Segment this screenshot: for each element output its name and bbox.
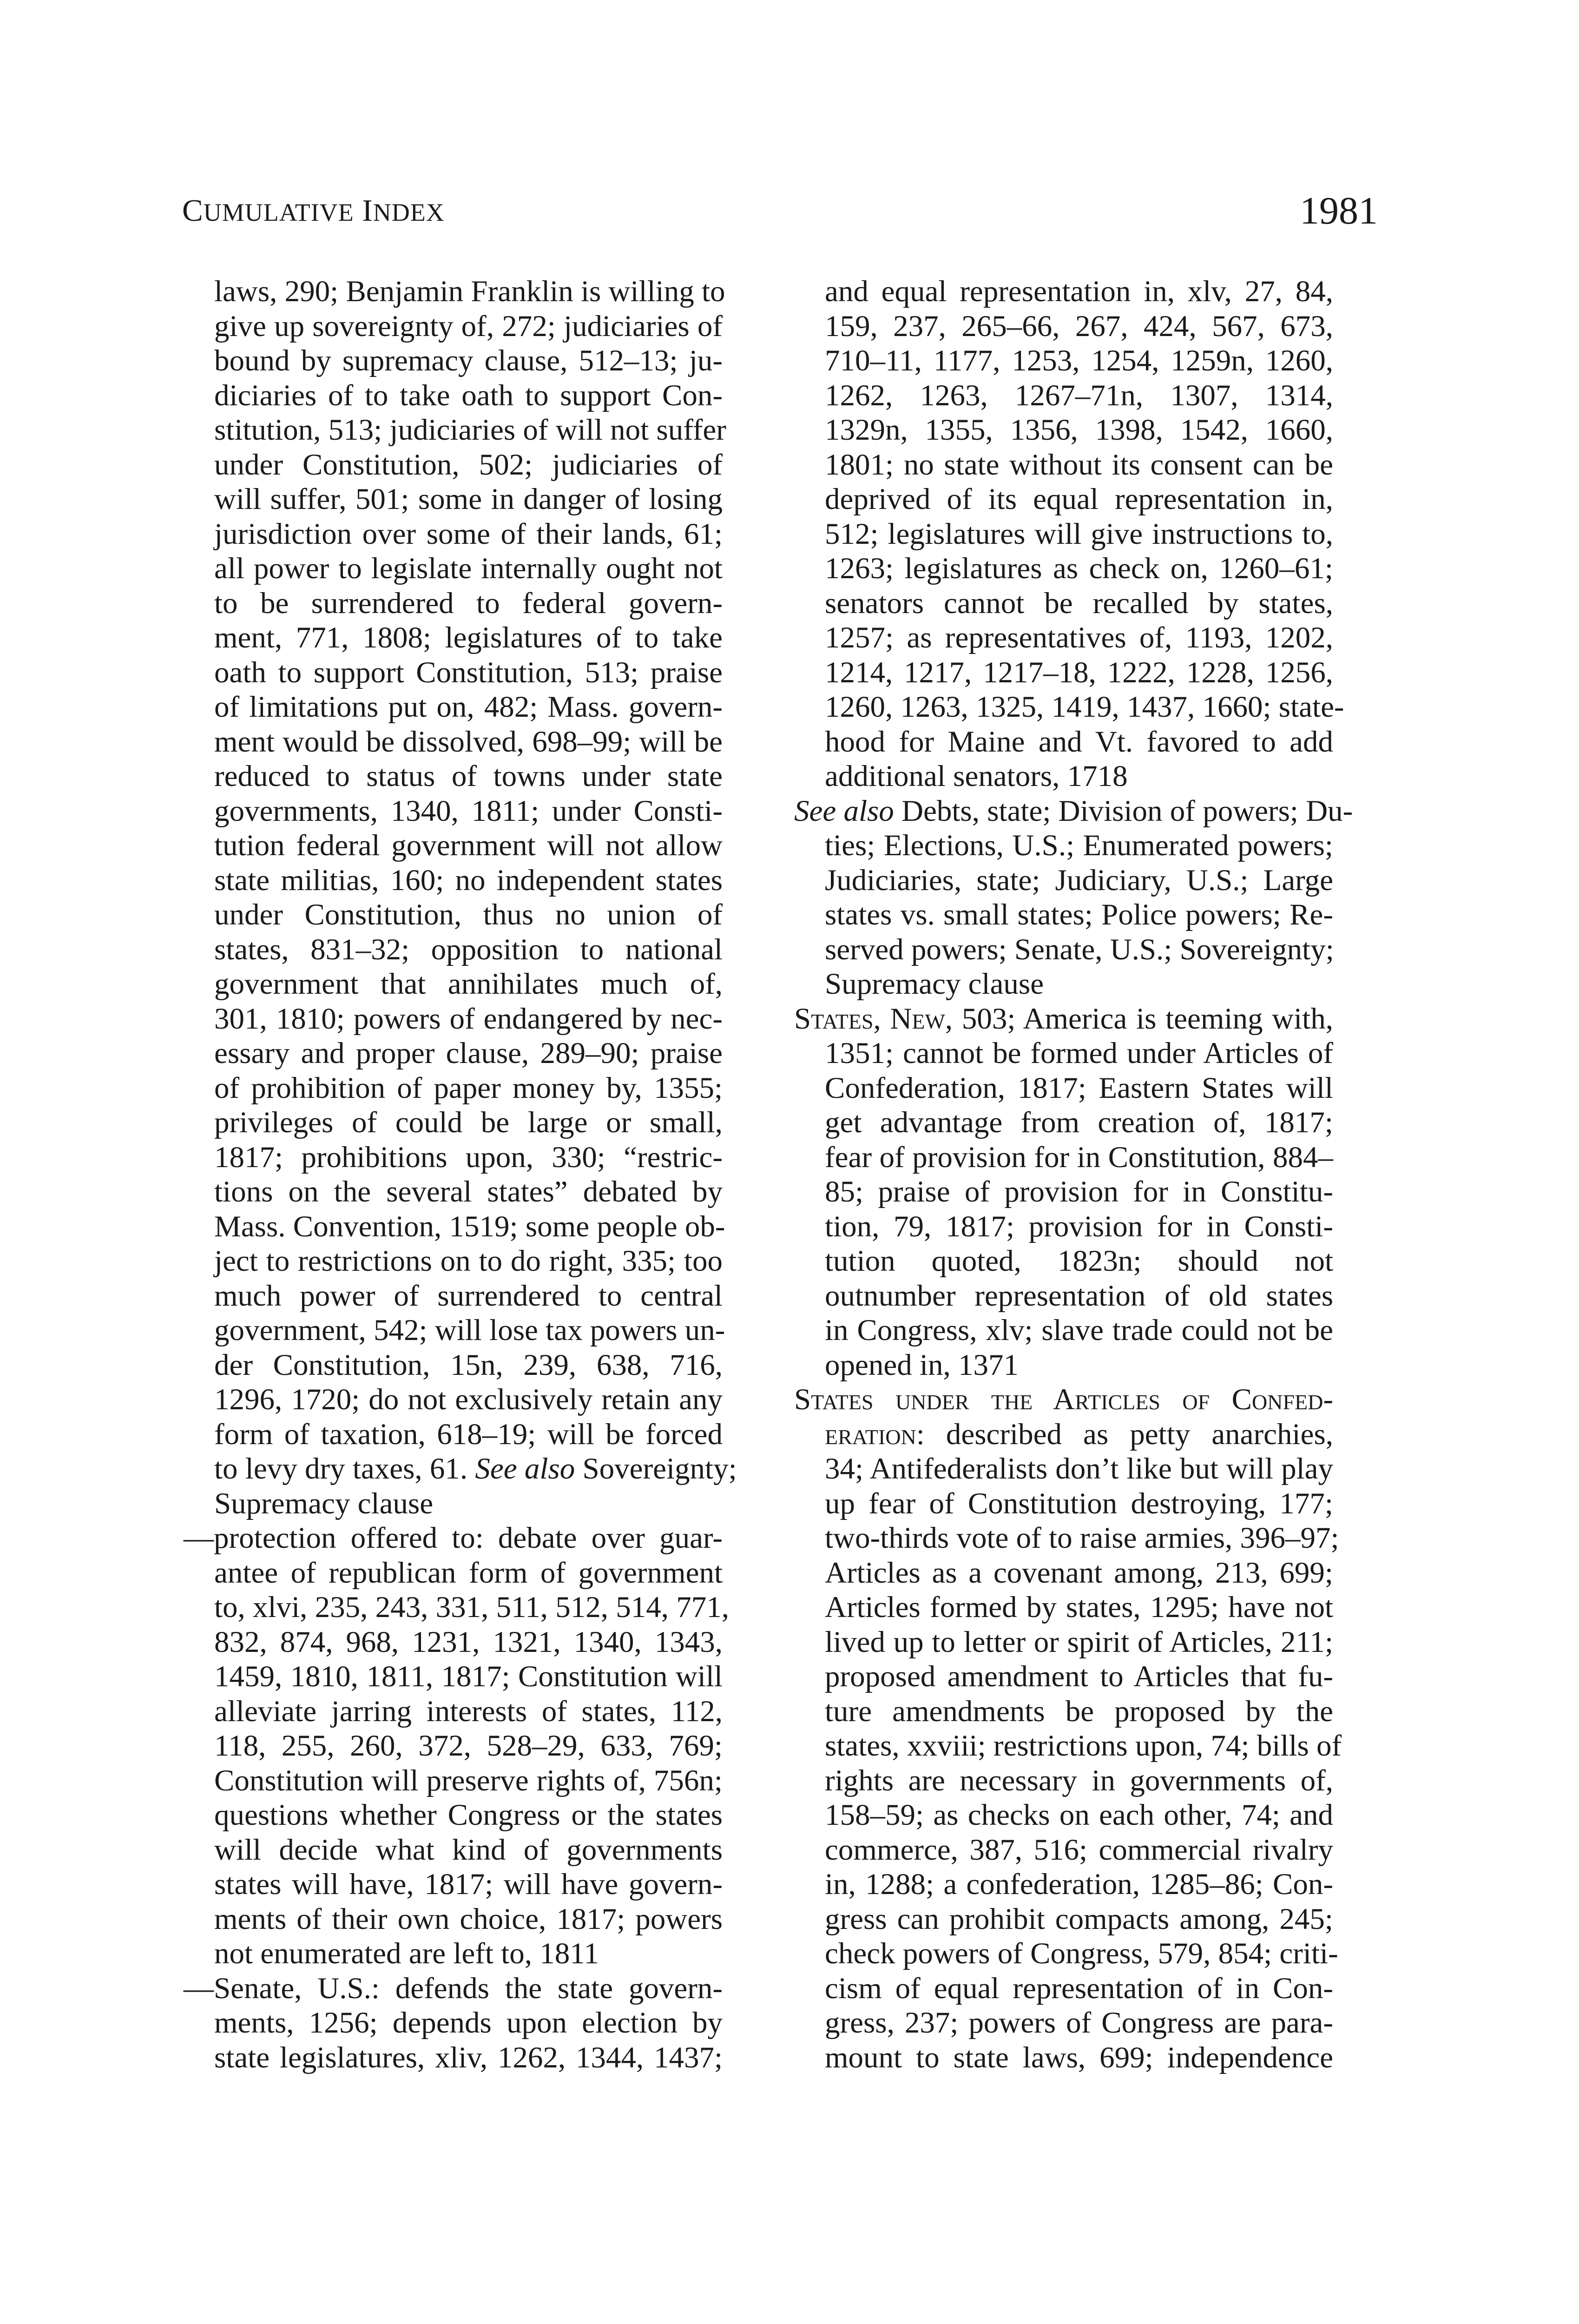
index-line <box>184 690 723 725</box>
index-line <box>794 551 1333 586</box>
index-line-text: hood for Maine and Vt. favored to add <box>825 725 1333 759</box>
index-line-text: jurisdiction over some of their lands, 61; <box>214 517 723 551</box>
index-line <box>794 863 1333 898</box>
index-line-text: under Constitution, thus no union of <box>214 898 723 931</box>
index-line-text: 1801; no state without its consent can be <box>825 448 1333 482</box>
index-line-text: cism of equal representation of in Con- <box>825 1971 1333 2005</box>
index-line-text: rights are necessary in governments of, <box>825 1763 1333 1797</box>
index-entry-heading: eration: <box>825 1417 925 1451</box>
index-line-text: ject to restrictions on to do right, 335; too <box>214 1244 723 1278</box>
index-line-text: ment would be dissolved, 698–99; will be <box>214 725 723 759</box>
index-line <box>184 1036 723 1071</box>
index-line-text: reduced to status of towns under state <box>214 759 723 793</box>
index-line <box>184 932 723 967</box>
index-line <box>794 1694 1333 1729</box>
index-line <box>184 1694 723 1729</box>
index-line-text: commerce, 387, 516; commercial rivalry <box>825 1833 1333 1867</box>
index-line <box>184 378 723 413</box>
index-line <box>184 1936 723 1971</box>
index-line <box>794 967 1333 1002</box>
index-line-text: Supremacy clause <box>825 967 1044 1001</box>
index-line-text: 1351; cannot be formed under Articles of <box>825 1037 1333 1070</box>
index-line <box>794 621 1333 655</box>
see-also-label: See also <box>475 1452 575 1486</box>
index-line <box>184 1002 723 1037</box>
index-line-text: two-thirds vote of to raise armies, 396–97; <box>825 1521 1339 1555</box>
index-line <box>794 1313 1333 1348</box>
index-line-text: of limitations put on, 482; Mass. govern- <box>214 690 723 724</box>
index-line-text: 1817; prohibitions upon, 330; “restric- <box>214 1140 723 1174</box>
index-line <box>794 932 1333 967</box>
index-line-text: ments of their own choice, 1817; powers <box>214 1902 723 1936</box>
index-line <box>794 1936 1338 1971</box>
index-line-text: ment, 771, 1808; legislatures of to take <box>214 621 723 654</box>
index-line-text: form of taxation, 618–19; will be forced <box>214 1417 723 1451</box>
index-line-text: senators cannot be recalled by states, <box>825 586 1333 620</box>
index-line-text: to be surrendered to federal govern- <box>214 586 723 620</box>
index-line-text: —Senate, U.S.: defends the state govern- <box>184 1971 723 2005</box>
index-line <box>184 1798 723 1833</box>
index-line-text: alleviate jarring interests of states, 112, <box>214 1694 723 1728</box>
index-line-text: check powers of Congress, 579, 854; criti- <box>825 1937 1338 1970</box>
index-line-text: up fear of Constitution destroying, 177; <box>825 1486 1333 1520</box>
see-also-label: See also <box>794 794 894 828</box>
index-line-text: under Constitution, 502; judiciaries of <box>214 448 723 482</box>
index-line-text: ties; Elections, U.S.; Enumerated powers; <box>825 829 1333 862</box>
index-line <box>184 1763 723 1798</box>
index-line <box>184 898 723 932</box>
index-line-text: 503; America is teeming with, <box>953 1002 1333 1036</box>
index-line <box>794 1798 1333 1833</box>
index-line <box>184 1175 723 1209</box>
index-line-text: government that annihilates much of, <box>214 967 723 1001</box>
index-line <box>184 448 723 482</box>
page-number: 1981 <box>1300 189 1378 232</box>
index-line-text: governments, 1340, 1811; under Consti- <box>214 794 723 828</box>
index-entry-heading: States, New, <box>794 1002 953 1036</box>
index-line <box>794 828 1333 863</box>
index-line <box>184 413 726 448</box>
index-line <box>794 1209 1333 1244</box>
index-line <box>794 1902 1333 1937</box>
index-line-text: 1214, 1217, 1217–18, 1222, 1228, 1256, <box>825 655 1333 689</box>
index-line-text: tution quoted, 1823n; should not <box>825 1244 1333 1278</box>
index-line-text: 85; praise of provision for in Constitu- <box>825 1175 1333 1208</box>
index-line-text: bound by supremacy clause, 512–13; ju- <box>214 344 723 377</box>
index-line <box>794 1036 1333 1071</box>
index-line-text: 512; legislatures will give instructions to, <box>825 517 1333 551</box>
index-line-text: all power to legislate internally ought not <box>214 552 723 585</box>
index-line-text: fear of provision for in Constitution, 884– <box>825 1140 1333 1174</box>
index-line <box>184 1452 737 1486</box>
index-line <box>184 967 723 1002</box>
index-line <box>794 725 1333 759</box>
index-line-text: states, 831–32; opposition to national <box>214 932 723 966</box>
index-line-text: 301, 1810; powers of endangered by nec- <box>214 1002 723 1036</box>
index-line-text: give up sovereignty of, 272; judiciaries of <box>214 309 723 343</box>
index-column-right <box>794 274 1353 2075</box>
index-line <box>794 2006 1333 2040</box>
index-line <box>794 1175 1333 1209</box>
index-line <box>794 794 1353 829</box>
index-line <box>184 1590 730 1625</box>
index-line-text: Confederation, 1817; Eastern States will <box>825 1071 1333 1105</box>
index-line-text: much power of surrendered to central <box>214 1279 723 1313</box>
index-line-text: 159, 237, 265–66, 267, 424, 567, 673, <box>825 309 1333 343</box>
index-line <box>184 1105 723 1140</box>
index-line <box>794 517 1333 552</box>
index-line-text: 1459, 1810, 1811, 1817; Constitution will <box>214 1660 723 1693</box>
index-line <box>794 1452 1333 1486</box>
index-line-text: will suffer, 501; some in danger of losing <box>214 482 723 516</box>
index-line-text: Articles formed by states, 1295; have not <box>825 1591 1333 1624</box>
index-line <box>184 794 723 829</box>
index-line <box>794 1071 1333 1106</box>
index-line-text: mount to state laws, 699; independence <box>825 2040 1333 2074</box>
index-line-text: 34; Antifederalists don’t like but will play <box>825 1452 1333 1486</box>
index-line-text: state militias, 160; no independent states <box>214 863 723 897</box>
index-line <box>794 413 1333 448</box>
index-line <box>184 482 723 517</box>
index-line <box>794 1417 1333 1452</box>
index-line <box>184 655 723 690</box>
index-line-text: Articles as a covenant among, 213, 699; <box>825 1556 1333 1590</box>
index-line-text: 1262, 1263, 1267–71n, 1307, 1314, <box>825 378 1333 412</box>
index-line <box>794 898 1333 932</box>
index-line <box>184 1659 723 1694</box>
index-line <box>794 759 1333 794</box>
index-line <box>794 1659 1333 1694</box>
index-line <box>794 378 1333 413</box>
index-line-text: state legislatures, xliv, 1262, 1344, 1437; <box>214 2040 723 2074</box>
index-line <box>794 1279 1333 1314</box>
index-line <box>184 1348 723 1383</box>
index-line <box>794 309 1333 344</box>
index-line <box>794 1971 1333 2006</box>
index-line-text: 1263; legislatures as check on, 1260–61; <box>825 552 1333 585</box>
index-line-text: outnumber representation of old states <box>825 1279 1333 1313</box>
index-line-text: oath to support Constitution, 513; praise <box>214 655 723 689</box>
index-line <box>184 1071 723 1106</box>
index-line-text: get advantage from creation of, 1817; <box>825 1106 1333 1139</box>
index-line <box>184 1729 723 1763</box>
index-line <box>184 274 723 309</box>
index-line <box>184 1902 723 1937</box>
index-line-text: described as petty anarchies, <box>924 1417 1333 1451</box>
index-line <box>184 725 723 759</box>
index-line <box>794 1140 1333 1175</box>
index-line-text: privileges of could be large or small, <box>214 1106 723 1139</box>
index-line <box>184 1417 723 1452</box>
index-line-text: —protection offered to: debate over guar- <box>184 1521 723 1555</box>
index-line <box>184 863 723 898</box>
index-line-text: Supremacy clause <box>214 1486 434 1520</box>
index-line-text: to levy dry taxes, 61. <box>214 1452 475 1486</box>
index-line <box>184 1556 723 1591</box>
index-line <box>184 828 723 863</box>
index-line <box>184 1279 723 1314</box>
index-line <box>794 1867 1333 1902</box>
running-head: CUMULATIVE INDEX <box>182 193 445 228</box>
index-line-text: lived up to letter or spirit of Articles, 211; <box>825 1625 1333 1659</box>
index-line-text: not enumerated are left to, 1811 <box>214 1937 599 1970</box>
index-line-text: laws, 290; Benjamin Franklin is willing to <box>214 275 725 308</box>
index-line <box>184 309 723 344</box>
index-line <box>794 1486 1333 1521</box>
index-line <box>184 1833 723 1868</box>
index-line <box>184 1867 723 1902</box>
index-line <box>794 586 1333 621</box>
index-line-text: tions on the several states” debated by <box>214 1175 723 1208</box>
index-line-text: deprived of its equal representation in, <box>825 482 1333 516</box>
index-line <box>794 343 1333 378</box>
index-line <box>794 1521 1339 1556</box>
index-line <box>794 1105 1333 1140</box>
index-line <box>794 1348 1333 1383</box>
index-line-text: Judiciaries, state; Judiciary, U.S.; Large <box>825 863 1333 897</box>
index-line <box>184 551 723 586</box>
index-line <box>184 1521 723 1556</box>
index-line <box>794 1244 1333 1279</box>
index-line <box>794 1729 1342 1763</box>
index-line <box>184 1486 723 1521</box>
index-line-text: states will have, 1817; will have govern- <box>214 1868 723 1901</box>
index-entry-heading: States under the Articles of Confed- <box>794 1383 1333 1416</box>
index-line <box>184 1140 723 1175</box>
index-line-text: 118, 255, 260, 372, 528–29, 633, 769; <box>214 1729 723 1763</box>
index-line-text: 710–11, 1177, 1253, 1254, 1259n, 1260, <box>825 344 1333 377</box>
index-line <box>794 1625 1333 1660</box>
index-line-text: ments, 1256; depends upon election by <box>214 2006 723 2040</box>
index-line-text: states, xxviii; restrictions upon, 74; bills of <box>825 1729 1342 1763</box>
index-line <box>184 621 723 655</box>
index-line-text: diciaries of to take oath to support Con- <box>214 378 723 412</box>
index-line <box>184 586 723 621</box>
index-line-text: additional senators, 1718 <box>825 759 1128 793</box>
index-line-text: tution federal government will not allow <box>214 829 723 862</box>
index-line-text: tion, 79, 1817; provision for in Consti- <box>825 1209 1333 1243</box>
index-line-text: ture amendments be proposed by the <box>825 1694 1333 1728</box>
index-column-left <box>184 274 737 2075</box>
index-line <box>184 517 723 552</box>
index-line <box>794 2040 1333 2075</box>
index-line-text: 832, 874, 968, 1231, 1321, 1340, 1343, <box>214 1625 723 1659</box>
index-line <box>794 448 1333 482</box>
index-line <box>794 1763 1333 1798</box>
index-line <box>184 1209 723 1244</box>
index-line <box>794 1556 1333 1591</box>
index-line-text: and equal representation in, xlv, 27, 84, <box>825 275 1333 308</box>
index-line-text: Mass. Convention, 1519; some people ob- <box>214 1209 725 1243</box>
index-line <box>794 1002 1333 1037</box>
index-line <box>794 1590 1333 1625</box>
index-line-text: to, xlvi, 235, 243, 331, 511, 512, 514, 771, <box>214 1591 730 1624</box>
index-line-text: Debts, state; Division of powers; Du- <box>894 794 1353 828</box>
index-line <box>184 343 723 378</box>
index-line-text: in, 1288; a confederation, 1285–86; Con- <box>825 1868 1333 1901</box>
index-line-text: antee of republican form of government <box>214 1556 723 1590</box>
index-line-text: gress can prohibit compacts among, 245; <box>825 1902 1333 1936</box>
index-line-text: essary and proper clause, 289–90; praise <box>214 1037 723 1070</box>
index-line-text: opened in, 1371 <box>825 1348 1019 1382</box>
index-line <box>794 482 1333 517</box>
index-line-text: der Constitution, 15n, 239, 638, 716, <box>214 1348 723 1382</box>
index-line-text: government, 542; will lose tax powers un- <box>214 1314 725 1347</box>
index-line-text: gress, 237; powers of Congress are para- <box>825 2006 1333 2040</box>
index-line-text: will decide what kind of governments <box>214 1833 723 1867</box>
index-line <box>184 759 723 794</box>
index-line-text: questions whether Congress or the states <box>214 1798 723 1832</box>
index-line <box>184 1382 723 1417</box>
index-line-text: stitution, 513; judiciaries of will not suffer <box>214 413 726 447</box>
index-line-text: 1260, 1263, 1325, 1419, 1437, 1660; state- <box>825 690 1344 724</box>
index-line-text: Sovereignty; <box>575 1452 737 1486</box>
index-line-text: Constitution will preserve rights of, 756n; <box>214 1763 723 1797</box>
index-line-text: 158–59; as checks on each other, 74; and <box>825 1798 1333 1832</box>
index-line <box>794 1382 1333 1417</box>
index-line <box>184 1625 723 1660</box>
index-line-text: served powers; Senate, U.S.; Sovereignty; <box>825 932 1334 966</box>
index-line-text: 1329n, 1355, 1356, 1398, 1542, 1660, <box>825 413 1333 447</box>
index-line-text: proposed amendment to Articles that fu- <box>825 1660 1333 1693</box>
index-line <box>794 1833 1333 1868</box>
index-line <box>794 274 1333 309</box>
index-line <box>184 2006 723 2040</box>
index-line <box>184 2040 723 2075</box>
index-line-text: of prohibition of paper money by, 1355; <box>214 1071 723 1105</box>
index-line <box>184 1971 723 2006</box>
index-line-text: 1296, 1720; do not exclusively retain any <box>214 1383 723 1416</box>
index-line <box>794 655 1333 690</box>
index-line <box>184 1244 723 1279</box>
index-line <box>794 690 1344 725</box>
index-line-text: 1257; as representatives of, 1193, 1202, <box>825 621 1333 654</box>
index-line <box>184 1313 723 1348</box>
index-line-text: in Congress, xlv; slave trade could not be <box>825 1314 1333 1347</box>
index-line-text: states vs. small states; Police powers; Re- <box>825 898 1333 931</box>
